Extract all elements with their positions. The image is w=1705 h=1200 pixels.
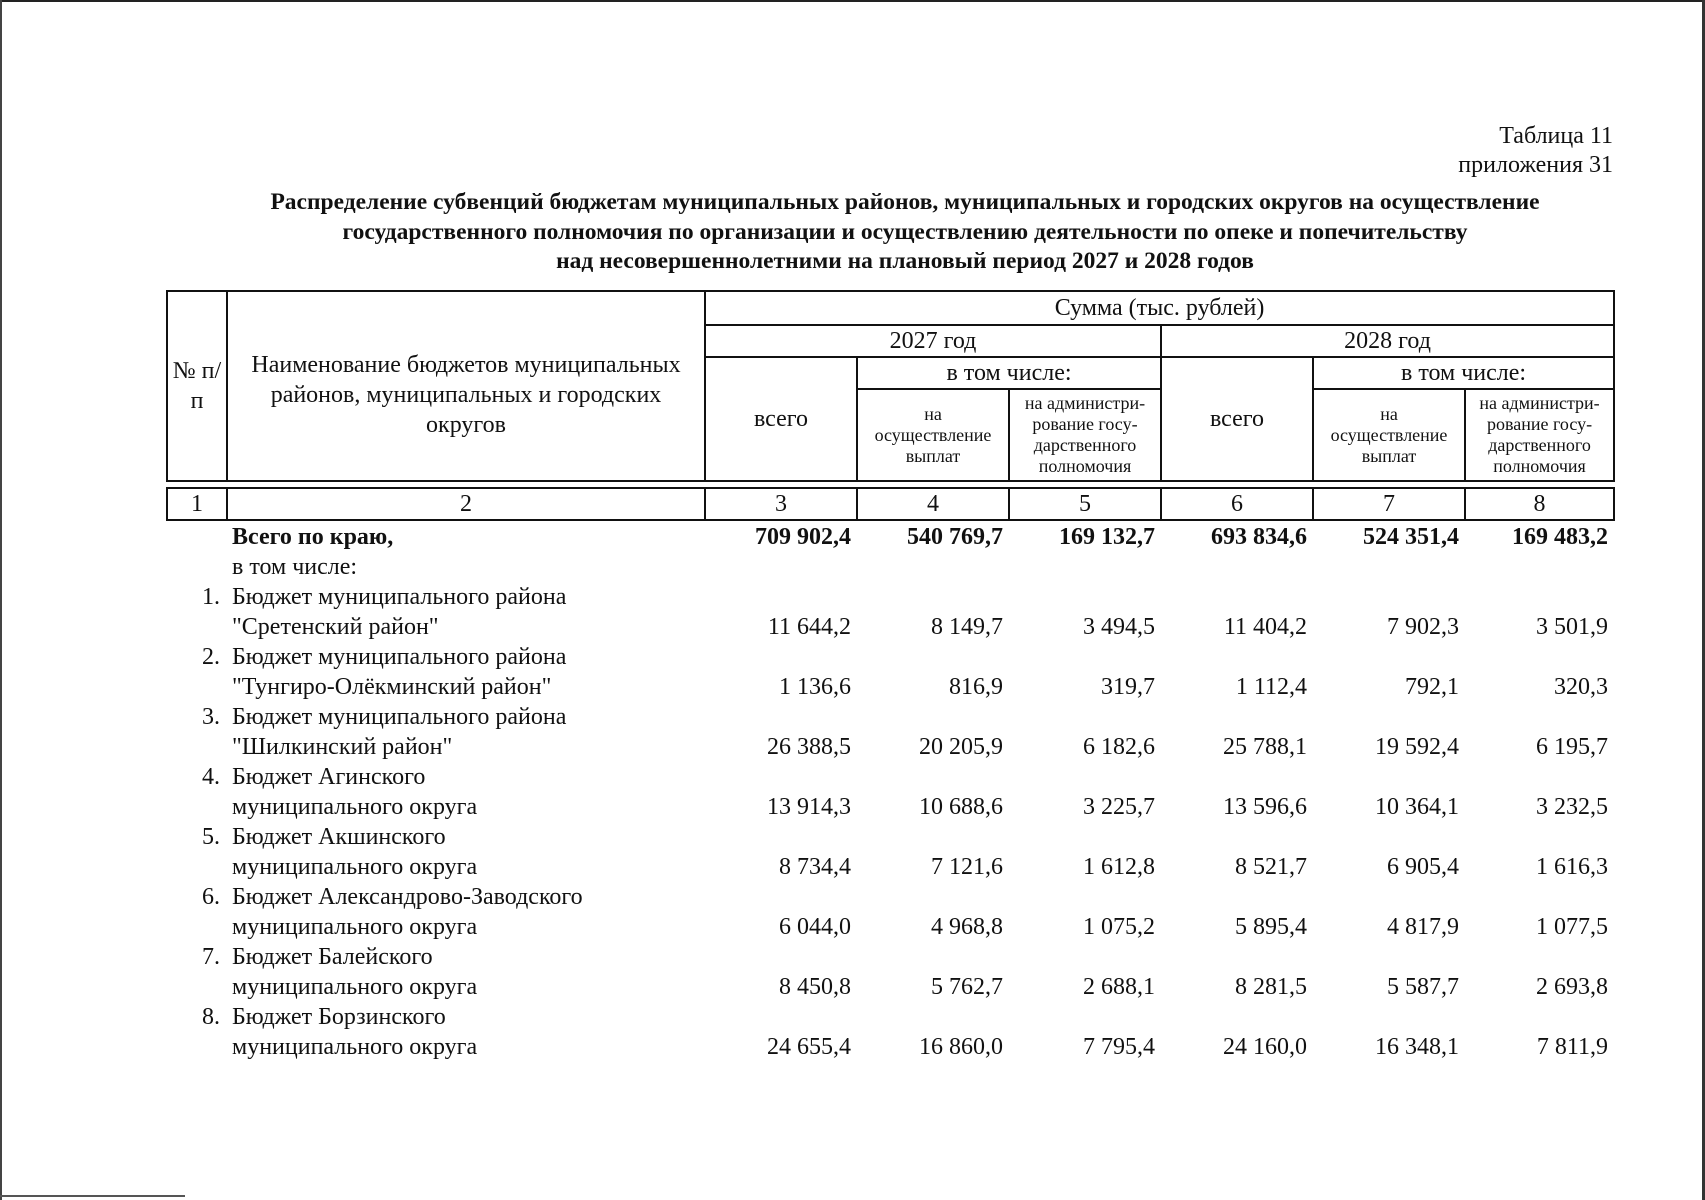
header-sum: Сумма (тыс. рублей)	[705, 291, 1614, 325]
row-value: 320,3	[1554, 674, 1608, 700]
row-name-line2: муниципального округа	[232, 914, 478, 940]
total-value: 709 902,4	[755, 524, 851, 550]
row-name-line1: Бюджет муниципального района	[232, 644, 567, 670]
table-row	[166, 582, 1613, 642]
row-name-line1: Бюджет Александрово-Заводского	[232, 884, 583, 910]
including-row	[166, 552, 1613, 582]
appendix-number: приложения 31	[1458, 152, 1613, 178]
col-number-7: 7	[1313, 488, 1465, 520]
row-value: 4 968,8	[931, 914, 1003, 940]
row-name-line1: Бюджет муниципального района	[232, 584, 567, 610]
row-name-line1: Бюджет Агинского	[232, 764, 426, 790]
total-row	[166, 522, 1613, 552]
row-value: 8 149,7	[931, 614, 1003, 640]
row-name-line1: Бюджет Акшинского	[232, 824, 446, 850]
row-value: 319,7	[1101, 674, 1155, 700]
row-value: 13 596,6	[1223, 794, 1307, 820]
total-value: 169 483,2	[1512, 524, 1608, 550]
row-name-line1: Бюджет муниципального района	[232, 704, 567, 730]
row-value: 2 693,8	[1536, 974, 1608, 1000]
row-value: 2 688,1	[1083, 974, 1155, 1000]
row-index: 6.	[202, 884, 220, 910]
table-row	[166, 702, 1613, 762]
document-title	[140, 188, 1670, 277]
row-index: 7.	[202, 944, 220, 970]
row-name-line1: Бюджет Борзинского	[232, 1004, 446, 1030]
table-reference	[1458, 122, 1613, 180]
row-name	[226, 822, 704, 882]
row-value: 6 195,7	[1536, 734, 1608, 760]
total-label: Всего по краю,	[232, 524, 394, 550]
col-number-1: 1	[167, 488, 227, 520]
header-year-2027: 2027 год	[705, 325, 1161, 357]
row-name	[226, 582, 704, 642]
row-value: 16 348,1	[1375, 1034, 1459, 1060]
budget-rows	[166, 582, 1613, 1062]
page-edge-left	[0, 0, 2, 1200]
row-value: 16 860,0	[919, 1034, 1003, 1060]
row-value: 1 077,5	[1536, 914, 1608, 940]
col-number-2: 2	[227, 488, 705, 520]
row-value: 8 450,8	[779, 974, 851, 1000]
row-value: 1 075,2	[1083, 914, 1155, 940]
row-value: 7 902,3	[1387, 614, 1459, 640]
row-name	[226, 942, 704, 1002]
row-value: 5 762,7	[931, 974, 1003, 1000]
header-payments-2027: на осуществление выплат	[857, 389, 1009, 481]
row-value: 5 895,4	[1235, 914, 1307, 940]
row-value: 6 182,6	[1083, 734, 1155, 760]
including-label: в том числе:	[232, 554, 358, 580]
row-value: 3 232,5	[1536, 794, 1608, 820]
row-value: 3 494,5	[1083, 614, 1155, 640]
row-value: 10 688,6	[919, 794, 1003, 820]
column-numbers-row	[166, 487, 1615, 521]
table-number: Таблица 11	[1499, 123, 1613, 149]
table-row	[166, 642, 1613, 702]
row-value: 5 587,7	[1387, 974, 1459, 1000]
header-admin-2028: на администри-рование госу-дарственного полномочия	[1465, 389, 1614, 481]
row-value: 816,9	[949, 674, 1003, 700]
row-name	[226, 762, 704, 822]
row-value: 1 136,6	[779, 674, 851, 700]
row-value: 4 817,9	[1387, 914, 1459, 940]
row-name-line2: муниципального округа	[232, 974, 478, 1000]
row-name-line2: муниципального округа	[232, 854, 478, 880]
row-index: 2.	[202, 644, 220, 670]
row-name-line2: "Тунгиро-Олёкминский район"	[232, 674, 552, 700]
header-incl-2027: в том числе:	[857, 357, 1161, 389]
total-value: 169 132,7	[1059, 524, 1155, 550]
header-incl-2028: в том числе:	[1313, 357, 1614, 389]
page-edge-bottom	[0, 1195, 185, 1197]
row-value: 11 644,2	[767, 614, 851, 640]
row-value: 1 112,4	[1235, 674, 1307, 700]
row-value: 11 404,2	[1223, 614, 1307, 640]
col-number-4: 4	[857, 488, 1009, 520]
col-number-3: 3	[705, 488, 857, 520]
row-value: 7 795,4	[1083, 1034, 1155, 1060]
row-name-line2: муниципального округа	[232, 1034, 478, 1060]
title-line-3: над несовершеннолетними на плановый период 2027 и 2028 годов	[556, 248, 1254, 274]
row-value: 25 788,1	[1223, 734, 1307, 760]
row-value: 792,1	[1405, 674, 1459, 700]
row-name-line2: "Шилкинский район"	[232, 734, 453, 760]
title-line-1: Распределение субвенций бюджетам муниципальных районов, муниципальных и городских округов на осуществление	[270, 189, 1540, 215]
title-line-2: государственного полномочия по организации и осуществлению деятельности по опеке и попечительству	[342, 218, 1468, 245]
row-name	[226, 1002, 704, 1062]
header-admin-2027: на администри-рование госу-дарственного полномочия	[1009, 389, 1161, 481]
table-row	[166, 882, 1613, 942]
table-row	[166, 1002, 1613, 1062]
col-number-6: 6	[1161, 488, 1313, 520]
row-index: 5.	[202, 824, 220, 850]
table-header	[166, 290, 1615, 482]
table-body	[166, 522, 1613, 1062]
row-index: 3.	[202, 704, 220, 730]
table-row	[166, 822, 1613, 882]
row-name-line2: "Сретенский район"	[232, 614, 439, 640]
table-row	[166, 942, 1613, 1002]
row-index: 4.	[202, 764, 220, 790]
table-row	[166, 762, 1613, 822]
row-value: 10 364,1	[1375, 794, 1459, 820]
row-name	[226, 642, 704, 702]
header-no: № п/п	[167, 291, 227, 481]
row-name-line2: муниципального округа	[232, 794, 478, 820]
page-edge-top	[0, 0, 1705, 2]
col-number-5: 5	[1009, 488, 1161, 520]
row-value: 7 121,6	[931, 854, 1003, 880]
row-value: 13 914,3	[767, 794, 851, 820]
row-value: 7 811,9	[1536, 1034, 1608, 1060]
row-value: 19 592,4	[1375, 734, 1459, 760]
row-name	[226, 882, 704, 942]
row-value: 3 225,7	[1083, 794, 1155, 820]
row-value: 3 501,9	[1536, 614, 1608, 640]
row-value: 1 616,3	[1536, 854, 1608, 880]
total-value: 693 834,6	[1211, 524, 1307, 550]
header-year-2028: 2028 год	[1161, 325, 1614, 357]
row-value: 26 388,5	[767, 734, 851, 760]
total-value: 540 769,7	[907, 524, 1003, 550]
header-payments-2028: на осуществление выплат	[1313, 389, 1465, 481]
header-total-2028: всего	[1161, 357, 1313, 481]
col-number-8: 8	[1465, 488, 1614, 520]
row-value: 1 612,8	[1083, 854, 1155, 880]
header-name: Наименование бюджетов муниципальных районов, муниципальных и городских округов	[227, 291, 705, 481]
row-value: 8 734,4	[779, 854, 851, 880]
row-value: 24 655,4	[767, 1034, 851, 1060]
header-total-2027: всего	[705, 357, 857, 481]
row-value: 8 521,7	[1235, 854, 1307, 880]
row-value: 20 205,9	[919, 734, 1003, 760]
row-value: 6 044,0	[779, 914, 851, 940]
row-value: 24 160,0	[1223, 1034, 1307, 1060]
row-value: 8 281,5	[1235, 974, 1307, 1000]
total-value: 524 351,4	[1363, 524, 1459, 550]
row-index: 8.	[202, 1004, 220, 1030]
row-value: 6 905,4	[1387, 854, 1459, 880]
row-name	[226, 702, 704, 762]
row-name-line1: Бюджет Балейского	[232, 944, 433, 970]
row-index: 1.	[202, 584, 220, 610]
